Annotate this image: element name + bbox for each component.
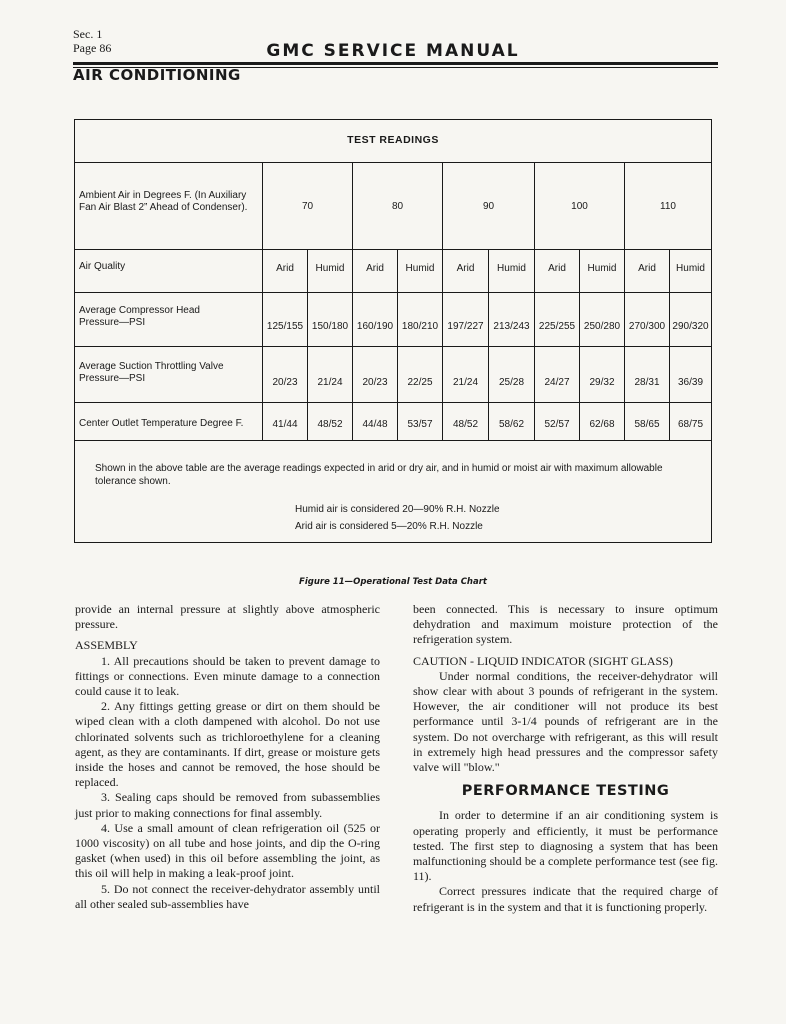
suction-valve-cell: 28/31: [634, 377, 660, 388]
air-quality-label: Air Quality: [79, 261, 126, 272]
table-note: Shown in the above table are the average readings expected in arid or dry air, and in humid or moist air with maximum allowable tolerance shown.: [95, 463, 663, 487]
suction-valve-cell: 20/23: [362, 377, 388, 388]
outlet-temp-cell: 68/75: [677, 419, 704, 430]
table-rule: [75, 249, 711, 250]
outlet-temp-cell: 52/57: [544, 419, 570, 430]
row-label-line: Pressure—PSI: [79, 373, 146, 384]
air-quality-cell: Arid: [456, 263, 475, 274]
paragraph: In order to determine if an air conditioning system is operating properly and efficiently, it must be performance tested. The first step to diagnosing a system that has been malfunctioning should be a complete performance test (see fig. 11).: [413, 808, 718, 884]
compressor-head-cell: 225/255: [538, 321, 576, 332]
air-quality-cell: Humid: [676, 263, 705, 274]
row-label-line: Average Compressor Head: [79, 305, 200, 316]
row-label-line: Average Suction Throttling Valve: [79, 361, 224, 372]
outlet-temp-cell: 48/52: [452, 419, 479, 430]
table-rule: [75, 162, 711, 163]
outlet-temp-cell: 62/68: [589, 419, 615, 430]
suction-valve-cell: 21/24: [317, 377, 343, 388]
performance-testing-heading: PERFORMANCE TESTING: [461, 783, 670, 800]
compressor-head-cell: 250/280: [583, 321, 621, 332]
table-rule: [397, 249, 398, 440]
table-rule: [488, 249, 489, 440]
humid-air-definition: Humid air is considered 20—90% R.H. Nozzle: [295, 504, 500, 515]
right-column: [413, 602, 718, 915]
temperature-cell: 90: [482, 201, 495, 212]
temperature-cell: 80: [391, 201, 404, 212]
compressor-head-cell: 213/243: [493, 321, 530, 332]
suction-valve-cell: 22/25: [407, 377, 433, 388]
compressor-head-cell: 150/180: [311, 321, 349, 332]
compressor-head-cell: 180/210: [401, 321, 439, 332]
paragraph: 5. Do not connect the receiver-dehydrator assembly until all other sealed sub-assemblies have: [75, 881, 380, 911]
paragraph: 3. Sealing caps should be removed from subassemblies just prior to making connections for final assembly.: [75, 790, 380, 820]
suction-valve-cell: 29/32: [589, 377, 615, 388]
outlet-temp-cell: 58/65: [634, 419, 660, 430]
row-label-line: Pressure—PSI: [79, 317, 146, 328]
suction-valve-cell: 36/39: [677, 377, 704, 388]
outlet-temp-cell: 58/62: [498, 419, 525, 430]
compressor-head-cell: 160/190: [356, 321, 394, 332]
temperature-cell: 110: [660, 201, 676, 212]
figure-caption: Figure 11—Operational Test Data Chart: [299, 577, 487, 587]
paragraph: 2. Any fittings getting grease or dirt on them should be wiped clean with a cloth dampened with alcohol. Do not use chlorinated solvents such as trichloroethylene for a cleaning agent, as they are contaminants. If dirt, grease or moisture gets inside the hoses and cannot be removed, the hose should be replaced.: [75, 699, 380, 790]
ambient-air-label: [79, 190, 247, 214]
paragraph: provide an internal pressure at slightly above atmospheric pressure.: [75, 602, 380, 632]
left-column: [75, 602, 380, 912]
section-title: AIR CONDITIONING: [73, 66, 241, 84]
air-quality-cell: Humid: [587, 263, 617, 274]
compressor-head-label: [79, 305, 200, 329]
paragraph: 4. Use a small amount of clean refrigeration oil (525 or 1000 viscosity) on all tube and hose joints, and dip the O-ring gasket (when used) in this oil before assembling the joint, as this oil will help in making a leak-proof joint.: [75, 820, 380, 881]
ambient-air-label-line: Ambient Air in Degrees F. (In Auxiliary: [79, 190, 247, 201]
suction-valve-label: [79, 361, 224, 385]
page-number: Page 86: [73, 41, 112, 55]
caution-heading: CAUTION - LIQUID INDICATOR (SIGHT GLASS): [413, 653, 673, 668]
paragraph: Correct pressures indicate that the required charge of refrigerant is in the system and that it is functioning properly.: [413, 884, 718, 914]
manual-title: GMC SERVICE MANUAL: [266, 41, 520, 61]
assembly-heading: ASSEMBLY: [75, 638, 138, 653]
arid-air-definition: Arid air is considered 5—20% R.H. Nozzle: [295, 521, 483, 532]
compressor-head-cell: 197/227: [447, 321, 484, 332]
suction-valve-cell: 20/23: [272, 377, 298, 388]
table-rule: [75, 402, 711, 403]
air-quality-cell: Arid: [366, 263, 384, 274]
table-rule: [669, 249, 670, 440]
outlet-temp-label: Center Outlet Temperature Degree F.: [79, 418, 244, 429]
suction-valve-cell: 21/24: [452, 377, 479, 388]
operational-test-data-chart: [74, 119, 712, 543]
compressor-head-cell: 290/320: [672, 321, 709, 332]
air-quality-cell: Humid: [315, 263, 345, 274]
header-rule-thick: [73, 62, 718, 65]
temperature-cell: 100: [571, 201, 588, 212]
table-rule: [307, 249, 308, 440]
air-quality-cell: Arid: [276, 263, 294, 274]
compressor-head-cell: 270/300: [628, 321, 666, 332]
air-quality-cell: Arid: [548, 263, 566, 274]
air-quality-cell: Humid: [497, 263, 526, 274]
compressor-head-cell: 125/155: [266, 321, 304, 332]
table-rule: [579, 249, 580, 440]
paragraph: Under normal conditions, the receiver-dehydrator will show clear with about 3 pounds of refrigerant in the system. However, the air conditioner will not produce its best performance until 3-1/4 pounds of refrigerant are in the system. Do not overcharge with refrigerant, as this will result in extremely high head pressures and the compressor safety valve will "blow.": [413, 668, 718, 775]
paragraph: been connected. This is necessary to insure optimum dehydration and maximum moisture protection of the refrigeration system.: [413, 602, 718, 647]
ambient-air-label-line: Fan Air Blast 2” Ahead of Condenser).: [79, 202, 248, 213]
paragraph: 1. All precautions should be taken to prevent damage to fittings or connections. Even minute damage to a connection could cause it to leak.: [75, 653, 380, 699]
air-quality-cell: Arid: [638, 263, 656, 274]
suction-valve-cell: 25/28: [498, 377, 525, 388]
table-rule: [75, 346, 711, 347]
suction-valve-cell: 24/27: [544, 377, 570, 388]
outlet-temp-cell: 44/48: [362, 419, 388, 430]
outlet-temp-cell: 48/52: [317, 419, 343, 430]
table-rule: [75, 440, 711, 441]
section-label: Sec. 1: [73, 27, 103, 41]
air-quality-cell: Humid: [405, 263, 435, 274]
temperature-cell: 70: [301, 201, 314, 212]
outlet-temp-cell: 41/44: [272, 419, 298, 430]
outlet-temp-cell: 53/57: [407, 419, 433, 430]
table-rule: [75, 292, 711, 293]
test-readings-title: TEST READINGS: [347, 134, 439, 146]
